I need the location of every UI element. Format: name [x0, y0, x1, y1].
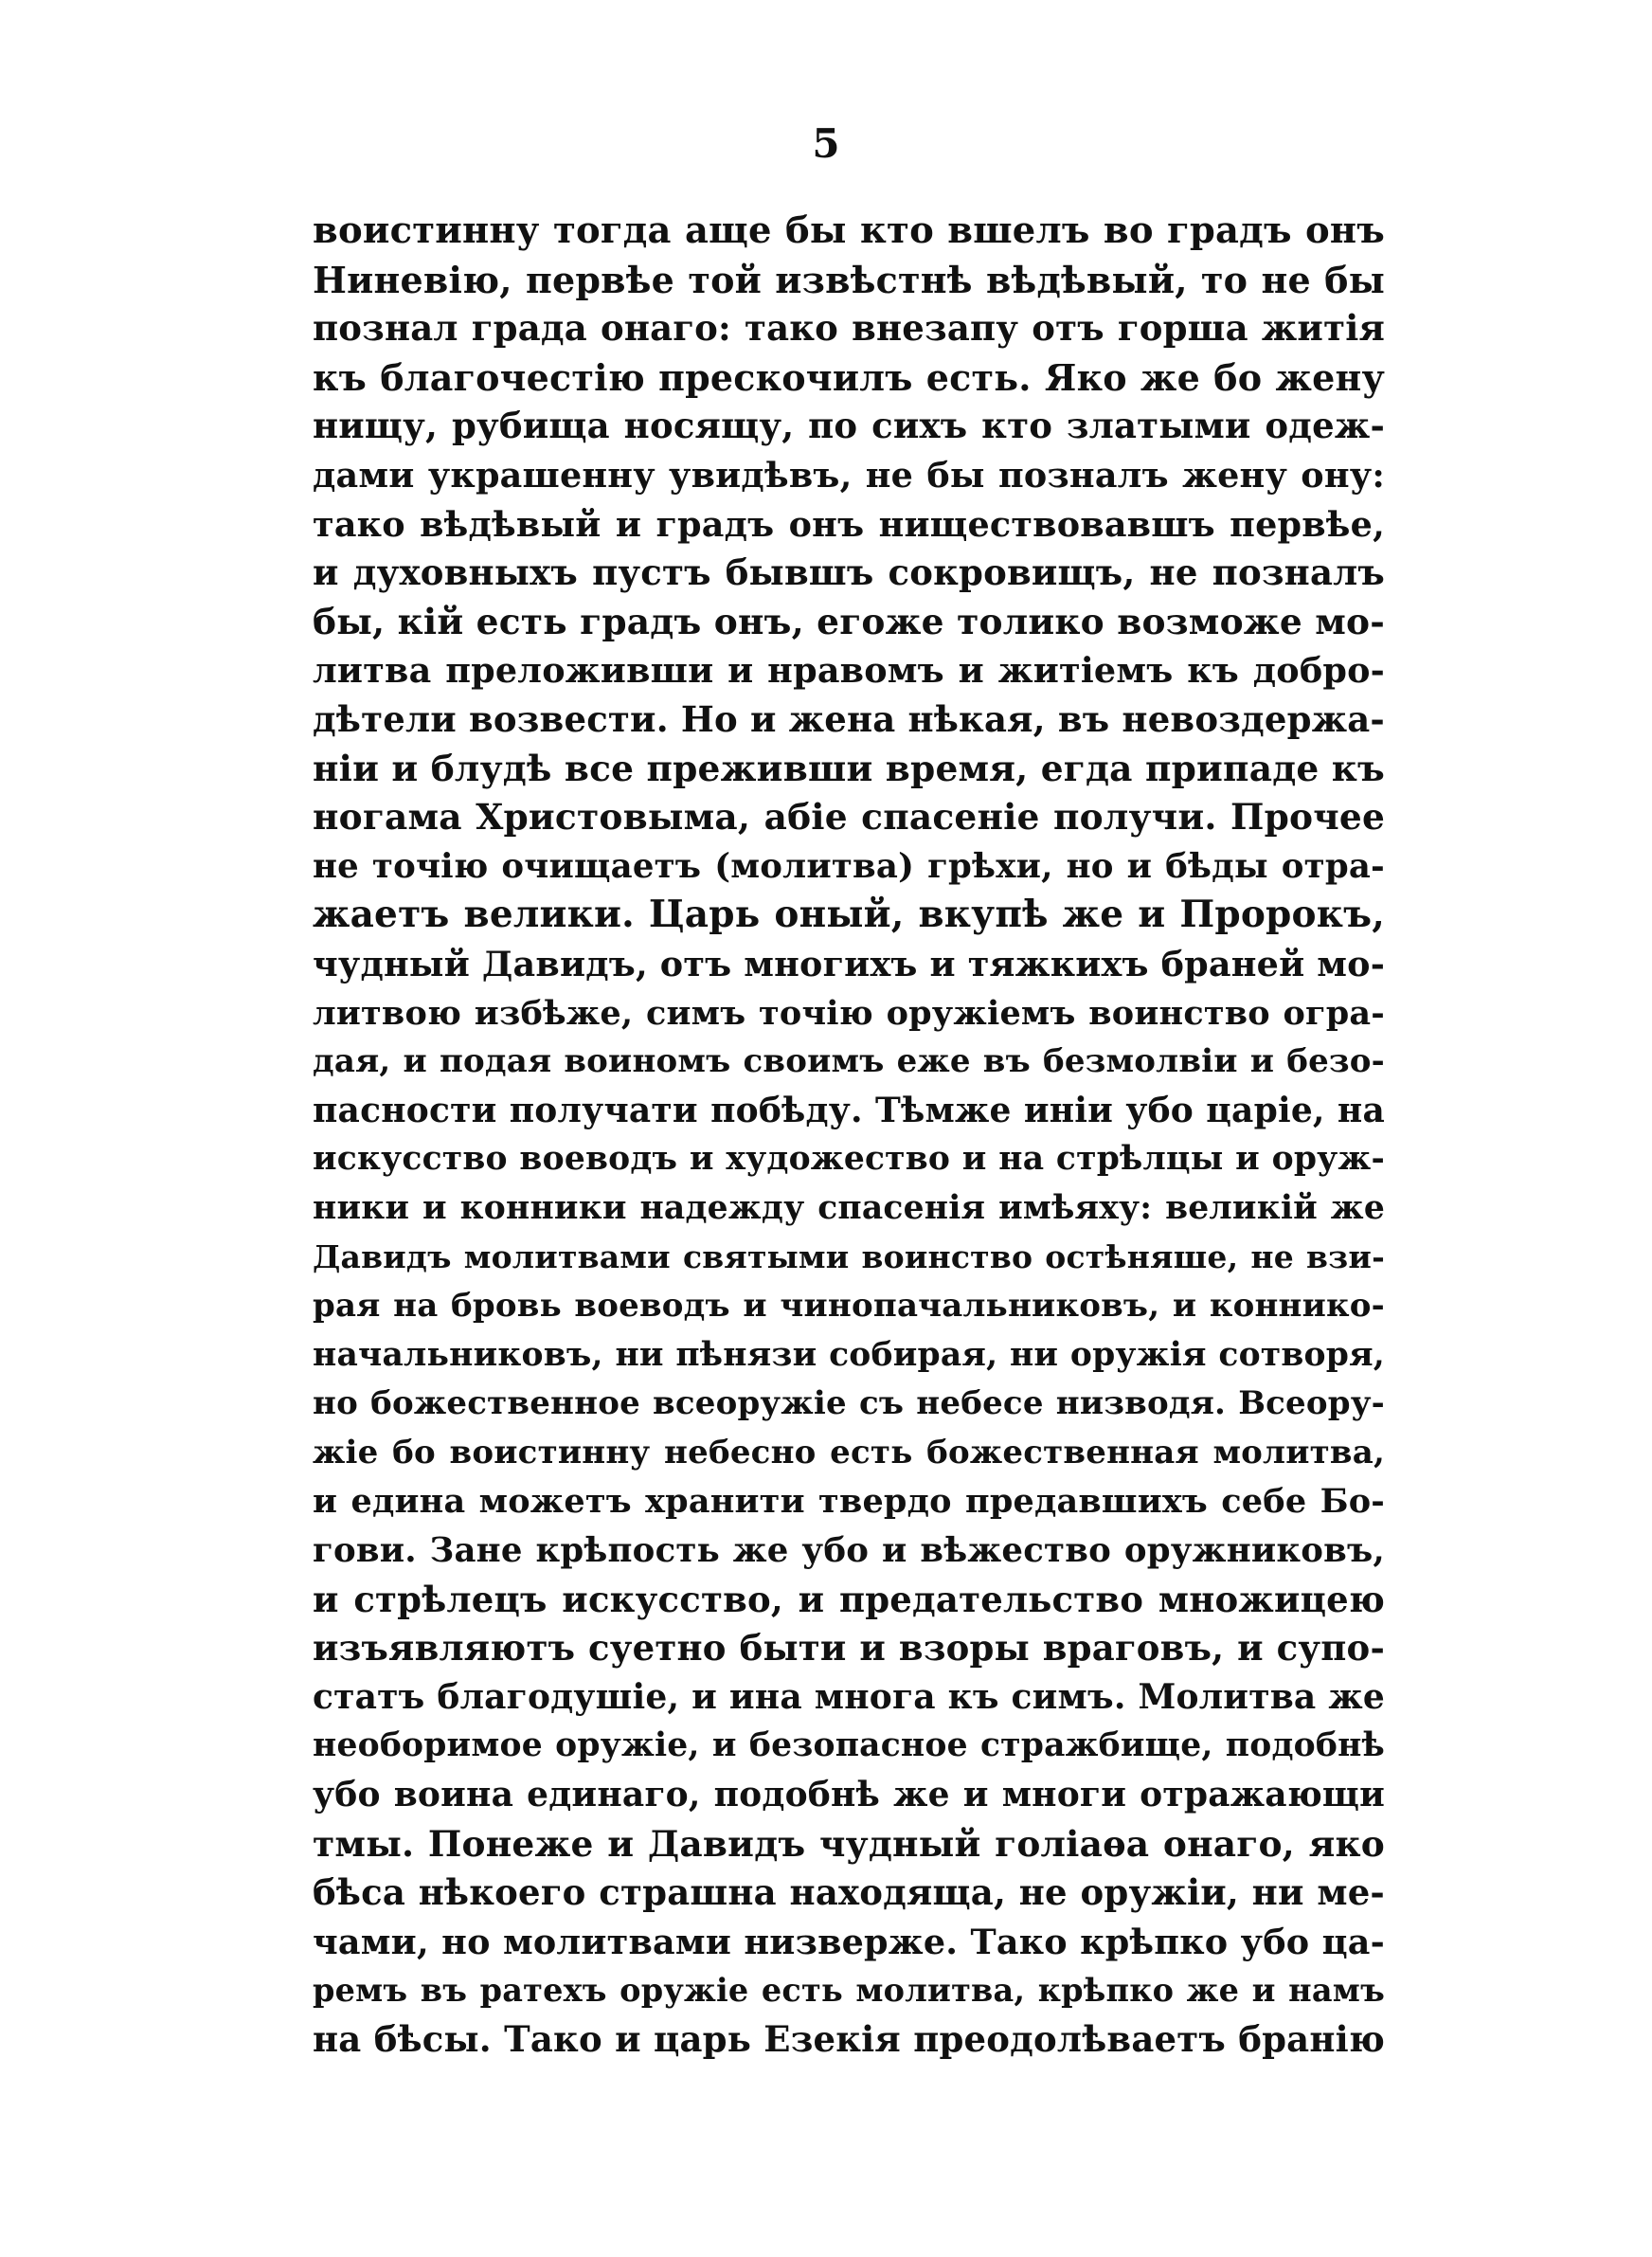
- text-line: статъ благодушіе, и ина многа къ симъ. Молитва же: [313, 1676, 1385, 1717]
- text-line: тмы. Понеже и Давидъ чудный голіаѳа онаго, яко: [313, 1822, 1385, 1865]
- text-line: ники и конники надежду спасенія имѣяху: великій же: [313, 1188, 1385, 1227]
- text-line: ногама Христовыма, абіе спасеніе получи. Прочее: [313, 796, 1385, 839]
- text-line: начальниковъ, ни пѣнязи собирая, ни оружія сотворя,: [313, 1335, 1385, 1374]
- text-line: и едина можетъ хранити твердо предавшихъ себе Бо-: [313, 1482, 1385, 1522]
- text-line: къ благочестію прескочилъ есть. Яко же бо жену: [313, 355, 1385, 399]
- text-line: жаетъ велики. Царь оный, вкупѣ же и Пророкъ,: [313, 893, 1385, 937]
- text-line: дами украшенну увидѣвъ, не бы позналъ жену ону:: [313, 454, 1385, 496]
- text-line: жіе бо воистинну небесно есть божественная молитва,: [313, 1433, 1385, 1472]
- text-line: ремъ въ ратехъ оружіе есть молитва, крѣпко же и намъ: [313, 1972, 1385, 2010]
- text-line: дѣтели возвести. Но и жена нѣкая, въ невоздержа-: [313, 697, 1385, 740]
- text-line: Давидъ молитвами святыми воинство остѣняше, не взи-: [313, 1238, 1385, 1276]
- text-line: бы, кій есть градъ онъ, егоже толико возможе мо-: [313, 600, 1385, 642]
- text-line: литва преложивши и нравомъ и житіемъ къ добро-: [313, 650, 1385, 692]
- text-line: литвою избѣже, симъ точію оружіемъ воинство огра-: [313, 993, 1385, 1033]
- text-line: необоримое оружіе, и безопасное стражбище, подобнѣ: [313, 1726, 1385, 1765]
- text-line: изъявляютъ суетно быти и взоры враговъ, и супо-: [313, 1627, 1385, 1670]
- text-line: ніи и блудѣ все преживши время, егда припаде къ: [313, 747, 1385, 789]
- text-line: дая, и подая воиномъ своимъ еже въ безмолвіи и безо-: [313, 1042, 1385, 1081]
- text-line: не точію очищаетъ (молитва) грѣхи, но и бѣды отра-: [313, 846, 1385, 886]
- text-line: чудный Давидъ, отъ многихъ и тяжкихъ браней мо-: [313, 943, 1385, 984]
- body-text: [313, 207, 1385, 2065]
- text-line: воистинну тогда аще бы кто вшелъ во градъ онъ: [313, 209, 1385, 252]
- text-line: Ниневію, первѣе той извѣстнѣ вѣдѣвый, то не бы: [313, 258, 1385, 301]
- text-line: нищу, рубища носящу, по сихъ кто златыми одеж-: [313, 405, 1385, 447]
- text-line: чами, но молитвами низверже. Тако крѣпко убо ца-: [313, 1921, 1385, 1962]
- text-line: и духовныхъ пустъ бывшъ сокровищъ, не позналъ: [313, 551, 1385, 594]
- text-line: убо воина единаго, подобнѣ же и многи отражающи: [313, 1775, 1385, 1815]
- text-line: искусство воеводъ и художество и на стрѣлцы и оруж-: [313, 1140, 1385, 1179]
- page-number: 5: [812, 120, 840, 167]
- text-line: тако вѣдѣвый и градъ онъ ниществовавшъ первѣе,: [313, 503, 1385, 545]
- text-line: бѣса нѣкоего страшна находяща, не оружіи, ни ме-: [313, 1871, 1385, 1914]
- text-line: познал градa онаго: тако внезапу отъ горша житія: [313, 307, 1385, 350]
- text-line: но божественное всеоружіе съ небесе низводя. Всеору-: [313, 1384, 1385, 1423]
- text-line: рая на бровь воеводъ и чинопачальниковъ, и коннико-: [313, 1287, 1385, 1326]
- text-line: на бѣсы. Тако и царь Езекія преодолѣваетъ бранію: [313, 2017, 1385, 2060]
- text-line: гови. Зане крѣпость же убо и вѣжество оружниковъ,: [313, 1531, 1385, 1571]
- text-line: и стрѣлецъ искусство, и предательство множицею: [313, 1578, 1385, 1620]
- text-line: пасности получати побѣду. Тѣмже иніи убо царіе, на: [313, 1090, 1385, 1130]
